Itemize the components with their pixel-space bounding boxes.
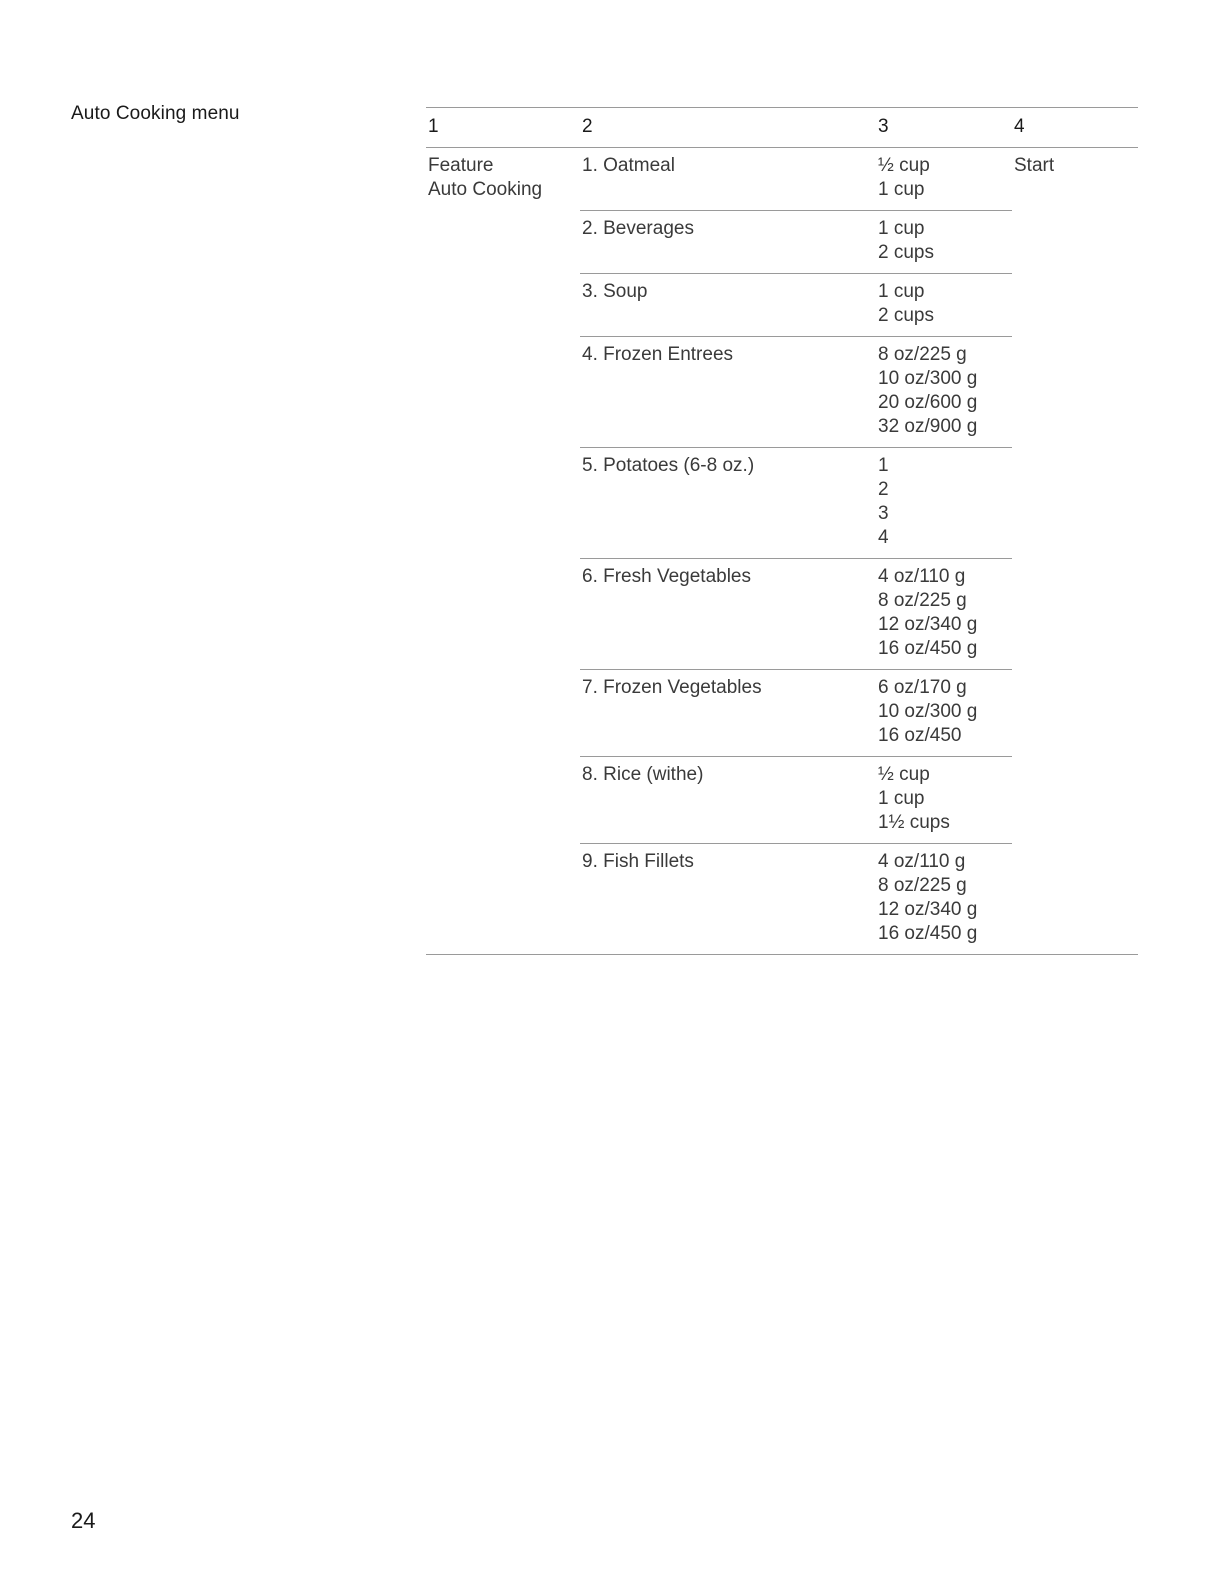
- program-name: 5. Potatoes (6-8 oz.): [582, 455, 755, 476]
- amount-value: 12 oz/340 g: [878, 899, 978, 920]
- program-amounts: [878, 565, 1012, 661]
- program-name: 4. Frozen Entrees: [582, 344, 734, 365]
- table-row: [580, 559, 1012, 670]
- program-list: [580, 148, 1012, 954]
- program-amounts: [878, 850, 1012, 946]
- program-name: 7. Frozen Vegetables: [582, 677, 762, 698]
- amount-value: 10 oz/300 g: [878, 368, 978, 389]
- table-header-row: [426, 107, 1138, 148]
- table-row: [580, 448, 1012, 559]
- amount-value: 2 cups: [878, 242, 934, 263]
- section-title: Auto Cooking menu: [71, 103, 240, 124]
- amount-value: 1 cup: [878, 218, 925, 239]
- program-name: 9. Fish Fillets: [582, 851, 694, 872]
- amount-value: 16 oz/450: [878, 725, 962, 746]
- start-cell: Start: [1014, 155, 1055, 176]
- amount-value: 2: [878, 479, 889, 500]
- table-row: [580, 211, 1012, 274]
- amount-value: 6 oz/170 g: [878, 677, 967, 698]
- amount-value: 8 oz/225 g: [878, 875, 967, 896]
- amount-value: 8 oz/225 g: [878, 590, 967, 611]
- amount-value: 3: [878, 503, 889, 524]
- amount-value: 8 oz/225 g: [878, 344, 967, 365]
- feature-line: Auto Cooking: [428, 179, 543, 200]
- column-header-1: 1: [428, 116, 439, 137]
- amount-value: 32 oz/900 g: [878, 416, 978, 437]
- program-name: 6. Fresh Vegetables: [582, 566, 751, 587]
- amount-value: 1 cup: [878, 281, 925, 302]
- amount-value: 2 cups: [878, 305, 934, 326]
- amount-value: 4: [878, 527, 889, 548]
- amount-value: 4 oz/110 g: [878, 566, 966, 587]
- program-name: 8. Rice (withe): [582, 764, 704, 785]
- program-amounts: [878, 763, 1012, 835]
- amount-value: 4 oz/110 g: [878, 851, 966, 872]
- table-row: [580, 148, 1012, 211]
- page-number: 24: [71, 1508, 96, 1533]
- table-row: [580, 844, 1012, 954]
- column-header-4: 4: [1014, 116, 1025, 137]
- auto-cooking-table: [426, 107, 1138, 955]
- program-name: 1. Oatmeal: [582, 155, 675, 176]
- program-amounts: [878, 280, 1012, 328]
- feature-cell: [428, 154, 542, 202]
- program-amounts: [878, 217, 1012, 265]
- feature-line: Feature: [428, 155, 494, 176]
- table-body: [426, 148, 1138, 955]
- amount-value: 1: [878, 455, 889, 476]
- amount-value: 12 oz/340 g: [878, 614, 978, 635]
- table-row: [580, 670, 1012, 757]
- amount-value: ½ cup: [878, 155, 930, 176]
- program-amounts: [878, 343, 1012, 439]
- amount-value: 1 cup: [878, 788, 925, 809]
- column-header-3: 3: [878, 116, 889, 137]
- amount-value: 1½ cups: [878, 812, 950, 833]
- amount-value: 10 oz/300 g: [878, 701, 978, 722]
- amount-value: ½ cup: [878, 764, 930, 785]
- program-amounts: [878, 154, 1012, 202]
- amount-value: 1 cup: [878, 179, 925, 200]
- column-header-2: 2: [582, 116, 593, 137]
- table-row: [580, 757, 1012, 844]
- program-amounts: [878, 454, 1012, 550]
- program-name: 3. Soup: [582, 281, 648, 302]
- amount-value: 16 oz/450 g: [878, 638, 978, 659]
- program-amounts: [878, 676, 1012, 748]
- amount-value: 20 oz/600 g: [878, 392, 978, 413]
- table-row: [580, 337, 1012, 448]
- table-row: [580, 274, 1012, 337]
- program-name: 2. Beverages: [582, 218, 694, 239]
- amount-value: 16 oz/450 g: [878, 923, 978, 944]
